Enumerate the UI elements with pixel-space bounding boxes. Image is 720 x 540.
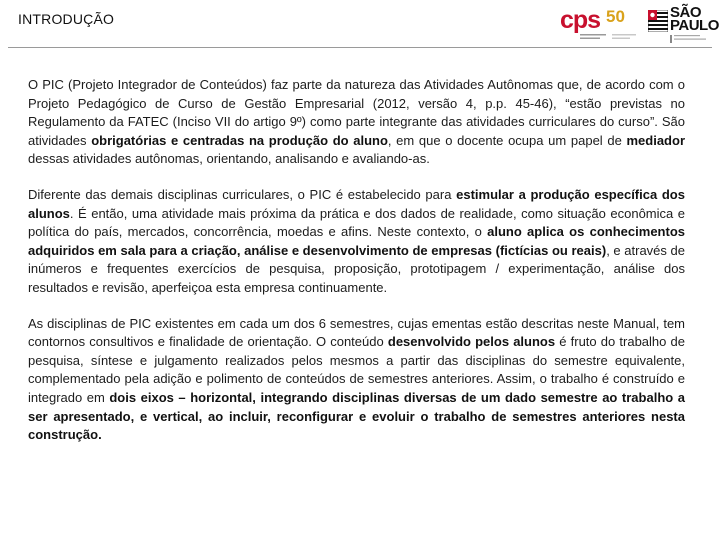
section-title: INTRODUÇÃO [18, 11, 115, 27]
text-run: O PIC (Projeto Integrador de Conteúdos) faz parte da natureza das Atividades Autônomas que, de acordo com o Projeto Pedagógico de Curso de Gestão Empresarial (2012, versão 4, p.p. 45-46), “estão previstas no Regulamento da FATEC (Inciso VII do artigo 9º) como parte integrante das atividades curriculares do curso”. São atividades [28, 77, 685, 148]
text-run: dessas atividades autônomas, orientando, analisando e avaliando-as. [28, 151, 430, 167]
sao-paulo-flag-icon [648, 10, 668, 32]
document-body [28, 76, 685, 462]
bold-text-run: estimular a produção específica dos alunos [28, 186, 685, 221]
cps-logo-tagline-graphic [580, 33, 638, 41]
bold-text-run: desenvolvido pelos alunos [387, 334, 556, 350]
cps-logo-anniversary: 50 [606, 7, 625, 26]
bold-text-run: mediador [626, 132, 685, 148]
cps-logo-text: cps [560, 6, 601, 34]
page-header [0, 0, 720, 52]
paragraph-difference [28, 186, 685, 298]
text-run: . É então, uma atividade mais próxima da prática e dos dados de realidade, como situação econômica e política do país, mercados, concorrência, moedas e afins. Neste contexto, o [28, 205, 685, 240]
bold-text-run: obrigatórias e centradas na produção do aluno [91, 132, 388, 148]
bold-text-run: aluno aplica os conhecimentos adquiridos em sala para a criação, análise e desenvolvimento de empresas (fictícias ou reais) [28, 224, 685, 258]
paragraph-intro [28, 76, 685, 169]
sao-paulo-logo [648, 4, 719, 46]
sao-paulo-logo-text: SÃO PAULO [670, 4, 719, 34]
text-run: Diferente das demais disciplinas curriculares, o PIC é estabelecido para [28, 186, 457, 202]
text-run: , em que o docente ocupa um papel de [387, 132, 627, 148]
text-run: é fruto do trabalho de pesquisa, síntese e julgamento realizados pelos mesmos a partir das disciplinas do semestre equivalente, complementado pela adição e polimento de conteúdos de semestres anteriores. Assim, o trabalho é construído e integrado em [28, 334, 685, 405]
paragraph-disciplines [28, 315, 685, 445]
bold-text-run: dois eixos – horizontal, integrando disciplinas diversas de um dado semestre ao trabalho a ser apresentado, e vertical, ao incluir, reconfigurar e evoluir o trabalho de semestres anteriores nesta construção. [28, 389, 685, 443]
logo-group [560, 4, 719, 46]
text-run: As disciplinas de PIC existentes em cada um dos 6 semestres, cujas ementas estão descritas neste Manual, tem contornos consultivos e finalidade de orientação. O conteúdo [28, 315, 685, 350]
cps-logo [560, 6, 638, 44]
header-divider [8, 47, 712, 48]
sao-paulo-logo-tagline-graphic [670, 34, 708, 44]
text-run: , e através de inúmeros e frequentes exercícios de pesquisa, proposição, prototipagem / experimentação, análise dos resultados e revisão, aperfeiçoa esta empresa continuamente. [28, 242, 685, 295]
